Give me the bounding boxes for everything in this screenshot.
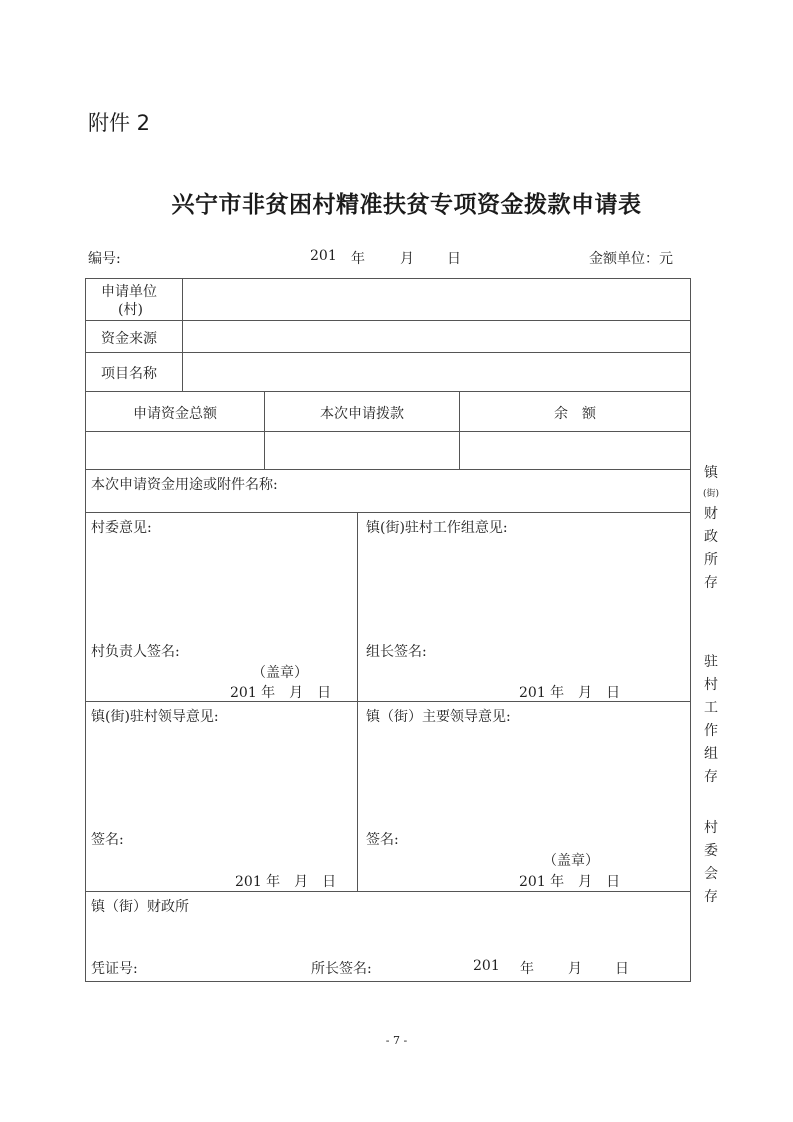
side-note-char: 存: [704, 575, 718, 591]
side-note-char: 存: [704, 769, 718, 785]
number-label: 编号:: [88, 251, 121, 267]
side-note-finance-copy: [702, 462, 720, 595]
row-divider: [85, 391, 691, 392]
finance-office-label: 镇（街）财政所: [91, 899, 189, 915]
applicant-unit-label-sub: (村): [118, 302, 143, 318]
side-note-char: 组: [704, 746, 718, 762]
town-leader-sign-label: 签名:: [91, 832, 124, 848]
main-leader-sign-label: 签名:: [366, 832, 399, 848]
side-note-char: 所: [704, 552, 718, 568]
balance-header: 余 额: [554, 406, 596, 422]
header-year-prefix: 201: [310, 248, 337, 264]
town-leader-opinion-label: 镇(街)驻村领导意见:: [91, 709, 219, 725]
side-note-char: 财: [704, 506, 718, 522]
side-note-workgroup-copy: [702, 651, 720, 789]
table-border-top: [85, 278, 691, 279]
side-note-char: 作: [704, 723, 718, 739]
header-month: 月: [400, 251, 414, 267]
main-leader-date: 201 年 月 日: [519, 874, 621, 890]
row-divider: [85, 469, 691, 470]
total-amount-header: 申请资金总额: [133, 406, 217, 422]
side-note-char: 委: [704, 843, 718, 859]
finance-month: 月: [568, 961, 582, 977]
current-request-header: 本次申请拨款: [320, 406, 404, 422]
current-request-field[interactable]: [269, 438, 455, 464]
village-seal-label: （盖章）: [252, 665, 308, 681]
header-year: 年: [351, 251, 365, 267]
finance-day: 日: [615, 961, 629, 977]
row-divider: [85, 320, 691, 321]
total-amount-field[interactable]: [90, 438, 260, 464]
project-name-label: 项目名称: [101, 366, 157, 382]
workgroup-date: 201 年 月 日: [519, 685, 621, 701]
village-sign-label: 村负责人签名:: [91, 644, 180, 660]
table-border-bottom: [85, 981, 691, 982]
workgroup-sign-label: 组长签名:: [366, 644, 427, 660]
row-divider: [85, 431, 691, 432]
side-note-char: 工: [704, 700, 718, 716]
project-name-field[interactable]: [186, 360, 686, 386]
director-sign-label: 所长签名:: [311, 961, 372, 977]
page-title: 兴宁市非贫困村精准扶贫专项资金拨款申请表: [171, 192, 642, 218]
side-note-village-copy: [702, 817, 720, 909]
amount-unit-label: 金额单位：元: [589, 251, 673, 267]
fund-source-field[interactable]: [186, 326, 686, 348]
main-leader-opinion-label: 镇（街）主要领导意见:: [366, 709, 511, 725]
side-note-char: 存: [704, 889, 718, 905]
table-border-right: [690, 278, 691, 982]
side-note-char: 村: [704, 820, 718, 836]
town-leader-date: 201 年 月 日: [235, 874, 337, 890]
fund-source-label: 资金来源: [101, 331, 157, 347]
village-opinion-label: 村委意见:: [91, 520, 152, 536]
balance-field[interactable]: [464, 438, 686, 464]
row-divider: [85, 512, 691, 513]
side-note-char: 镇: [704, 465, 718, 481]
side-note-char: 会: [704, 866, 718, 882]
side-note-char-small: (街): [702, 489, 720, 499]
opinion-column-divider: [357, 512, 358, 891]
main-leader-seal-label: （盖章）: [543, 853, 599, 869]
table-border-left: [85, 278, 86, 982]
finance-year-prefix: 201: [473, 958, 500, 974]
side-note-char: 村: [704, 677, 718, 693]
voucher-number-label: 凭证号:: [91, 961, 138, 977]
row-divider: [85, 891, 691, 892]
side-note-char: 驻: [704, 654, 718, 670]
usage-label: 本次申请资金用途或附件名称:: [91, 477, 278, 493]
village-date: 201 年 月 日: [230, 685, 332, 701]
applicant-unit-label: 申请单位: [101, 284, 157, 300]
label-column-divider: [182, 278, 183, 391]
finance-year: 年: [520, 961, 534, 977]
applicant-unit-field[interactable]: [186, 290, 686, 316]
page-number: - 7 -: [385, 1034, 408, 1047]
row-divider: [85, 352, 691, 353]
header-day: 日: [447, 251, 461, 267]
workgroup-opinion-label: 镇(街)驻村工作组意见:: [366, 520, 508, 536]
attachment-label: 附件 2: [88, 111, 151, 135]
side-note-char: 政: [704, 529, 718, 545]
